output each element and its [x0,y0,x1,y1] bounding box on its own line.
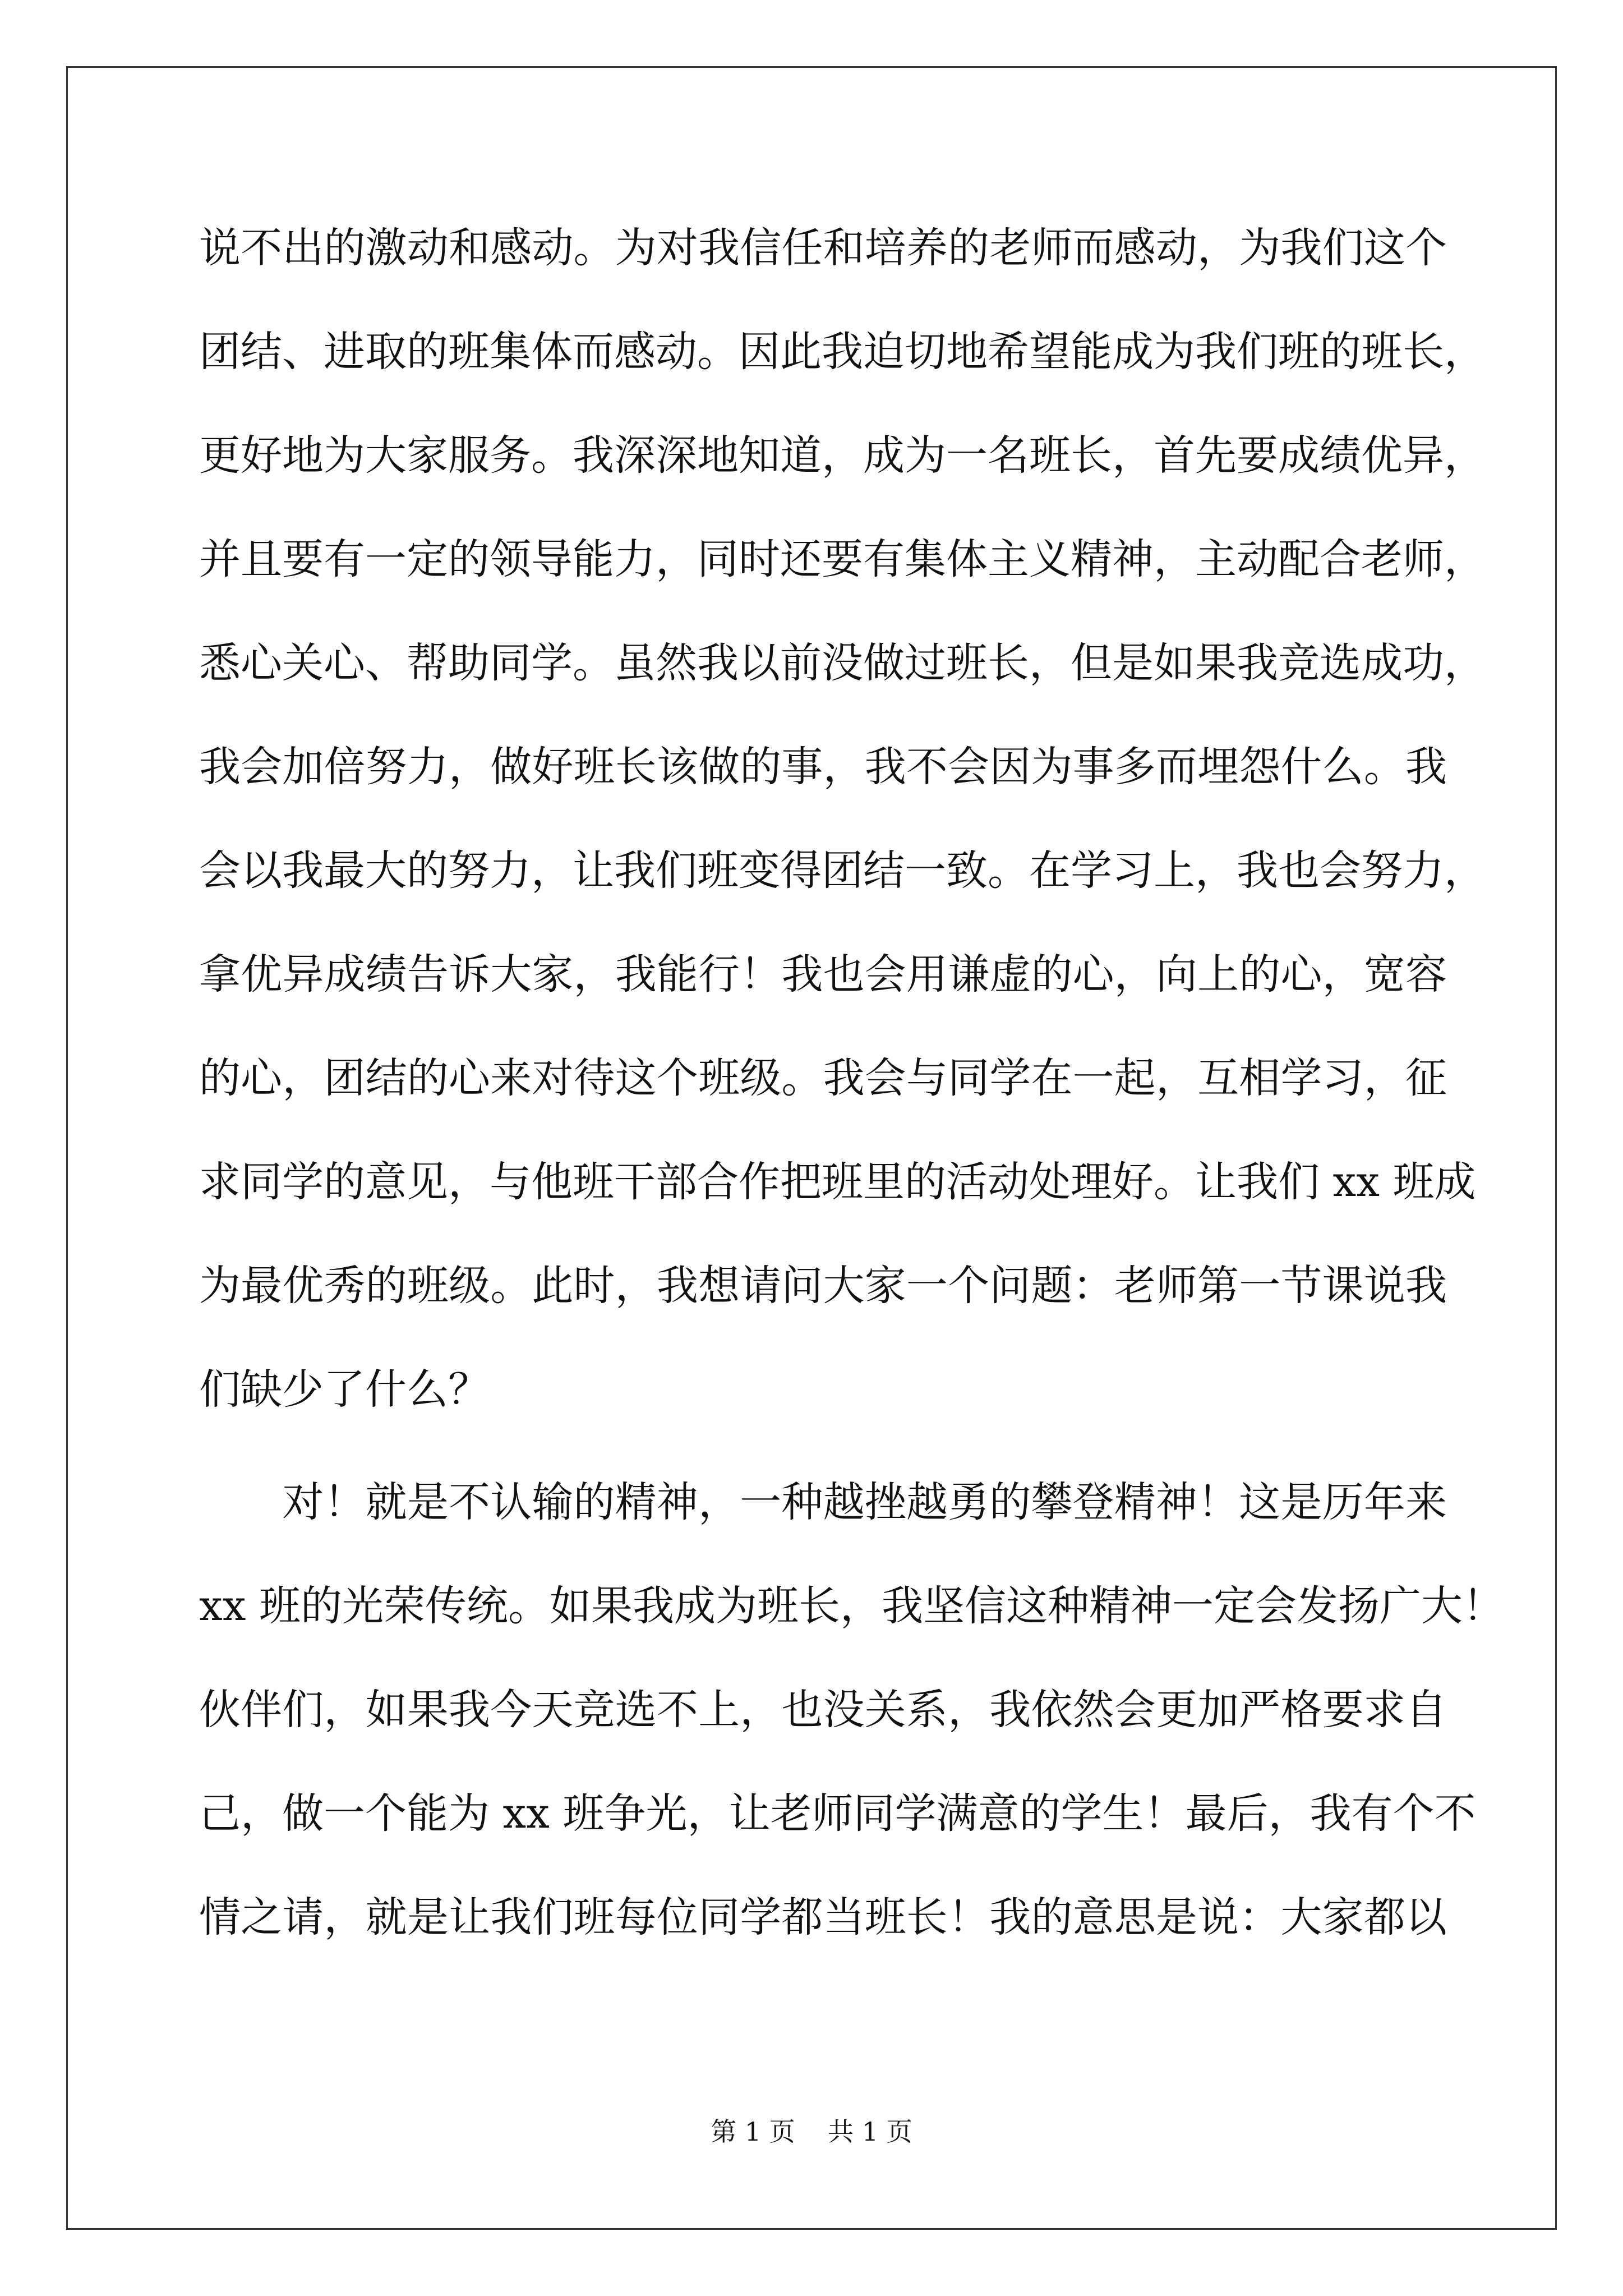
text-line: 们缺少了什么？ [199,1365,490,1414]
text-line: 的心，团结的心来对待这个班级。我会与同学在一起，互相学习，征 [199,1054,1447,1102]
text-line: 对！就是不认输的精神，一种越挫越勇的攀登精神！这是历年来 [199,1478,1447,1526]
text-line: 伙伴们，如果我今天竞选不上，也没关系，我依然会更加严格要求自 [199,1686,1447,1734]
text-line: 为最优秀的班级。此时，我想请问大家一个问题：老师第一节课说我 [199,1262,1447,1310]
text-line: 求同学的意见，与他班干部合作把班里的活动处理好。让我们 xx 班成 [199,1158,1476,1206]
text-line: 拿优异成绩告诉大家，我能行！我也会用谦虚的心，向上的心，宽容 [199,950,1447,999]
paragraph [199,214,1486,1460]
text-line: xx 班的光荣传统。如果我成为班长，我坚信这种精神一定会发扬广大！ [199,1582,1504,1630]
text-line: 会以我最大的努力，让我们班变得团结一致。在学习上，我也会努力， [199,846,1486,895]
text-line: 情之请，就是让我们班每位同学都当班长！我的意思是说：大家都以 [199,1893,1447,1941]
paragraph [199,1469,1504,1987]
page-footer: 第 1 页 共 1 页 [711,2116,912,2147]
paragraph-spacing [199,1460,1447,1469]
text-line: 己，做一个能为 xx 班争光，让老师同学满意的学生！最后，我有个不 [199,1789,1476,1838]
text-line: 更好地为大家服务。我深深地知道，成为一名班长，首先要成绩优异， [199,431,1486,480]
text-line: 说不出的激动和感动。为对我信任和培养的老师而感动，为我们这个 [199,224,1447,272]
document-body [199,214,1504,1987]
text-line: 团结、进取的班集体而感动。因此我迫切地希望能成为我们班的班长， [199,328,1486,376]
text-line: 并且要有一定的领导能力，同时还要有集体主义精神，主动配合老师， [199,535,1486,583]
text-line: 我会加倍努力，做好班长该做的事，我不会因为事多而埋怨什么。我 [199,743,1447,791]
text-line: 悉心关心、帮助同学。虽然我以前没做过班长，但是如果我竞选成功， [199,639,1486,687]
